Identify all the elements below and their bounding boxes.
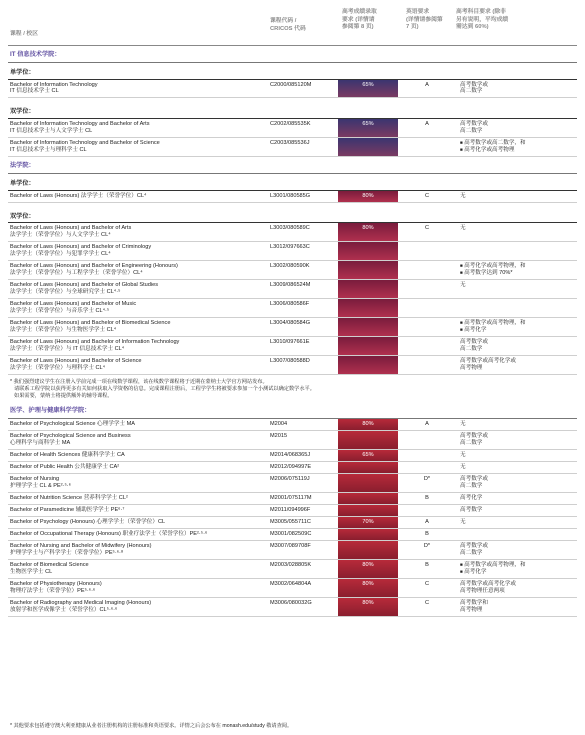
- course-code: L3003/080589C: [270, 225, 310, 232]
- subject-cell: [456, 337, 577, 355]
- course-name-line: Bachelor of Laws (Honours) and Bachelor of Biomedical Science: [10, 320, 171, 327]
- atar-cell: [338, 191, 398, 202]
- course-name-line: Bachelor of Biomedical Science: [10, 561, 89, 568]
- subject-line: 高二数学: [460, 439, 483, 446]
- subject-cell: [456, 431, 577, 449]
- table-row: [8, 431, 577, 450]
- course-cell: [8, 560, 266, 578]
- subject-line: ■ 高考数学达到 70%*: [460, 270, 573, 277]
- course-cell: [8, 138, 266, 156]
- subject-cell: [456, 80, 577, 98]
- atar-value: 65%: [362, 81, 374, 88]
- table-row: [8, 119, 577, 138]
- course-code: M3006/080032G: [270, 599, 312, 606]
- subject-line: ■ 高考数学或高考物理，和: [460, 562, 573, 569]
- atar-cell: [338, 450, 398, 461]
- atar-cell: [338, 337, 398, 355]
- course-cell: [8, 517, 266, 528]
- subject-line: 高考数学或: [460, 542, 488, 549]
- course-name-line: Bachelor of Laws (Honours) and Bachelor of Criminology: [10, 244, 152, 251]
- course-name-line: Bachelor of Laws (Honours) and Bachelor of Music: [10, 301, 137, 308]
- subject-line: 无: [460, 463, 466, 470]
- subject-line: 高考数学或高考化学或: [460, 580, 516, 587]
- english-requirement: [398, 138, 456, 156]
- course-code: M2003/028805K: [270, 561, 312, 568]
- course-code: M2001/075117M: [270, 494, 312, 501]
- english-requirement: D*: [423, 475, 431, 482]
- subject-cell: [456, 560, 577, 578]
- english-requirement: C: [424, 580, 430, 587]
- subject-cell: [456, 462, 577, 473]
- table-row: [8, 80, 577, 99]
- table-row: [8, 261, 577, 280]
- course-name-line: Bachelor of Health Sciences 健康科学学士 CA: [10, 451, 125, 458]
- subject-line: 高考物理任意两项: [460, 587, 505, 594]
- english-requirement: [398, 356, 456, 374]
- course-name-line: Bachelor of Laws (Honours) and Bachelor of Global Studies: [10, 282, 159, 289]
- english-requirement: [398, 280, 456, 298]
- atar-value: 65%: [362, 451, 374, 458]
- course-cell: [8, 356, 266, 374]
- course-name-line: Bachelor of Laws (Honours) and Bachelor of Science: [10, 358, 142, 365]
- course-cell: [8, 431, 266, 449]
- subject-line: 无: [460, 225, 466, 232]
- note-line: 请联系工程学院以获得更多有关如何获取入学资格的信息。完成课程注册后，工程学学生将被要求参加一个小测试以确定数学水平。: [14, 386, 315, 393]
- subject-line: 无: [460, 518, 466, 525]
- atar-cell: [338, 356, 398, 374]
- atar-cell: [338, 299, 398, 317]
- atar-cell: [338, 419, 398, 430]
- course-name-line: 护理学学士与产科学学士（荣誉学位）PE⁵·⁶·⁸: [10, 549, 124, 556]
- atar-cell: [338, 493, 398, 504]
- table-header: [8, 0, 577, 46]
- table-row: [8, 517, 577, 529]
- faculty-it-title: IT 信息技术学院：: [8, 46, 577, 63]
- course-name-line: Bachelor of Psychology (Honours) 心理学学士（荣誉学位）CL: [10, 518, 166, 525]
- subject-line: 高考物理: [460, 365, 483, 372]
- subject-line: ■ 高考化学或高考物理: [460, 147, 573, 154]
- course-name-line: Bachelor of Nursing and Bachelor of Midwifery (Honours): [10, 542, 152, 549]
- course-code: L3007/080588D: [270, 358, 310, 365]
- course-cell: [8, 280, 266, 298]
- subject-cell: [456, 356, 577, 374]
- subject-cell: [456, 299, 577, 317]
- atar-cell: [338, 223, 398, 241]
- note-line: 如果需要，蒙纳士将提供额外的辅导课程。: [14, 393, 113, 400]
- subject-cell: [456, 242, 577, 260]
- faculty-law-title: 法学院：: [8, 157, 577, 174]
- english-requirement: [398, 462, 456, 473]
- course-code: M2012/094997E: [270, 463, 312, 470]
- subject-line: 无: [460, 282, 466, 289]
- note-line: * 我们强烈建议学生在注册入学前完成一项在线数学课程，该在线数学课程将于近期在蒙纳士大学官方网站发布。: [10, 379, 268, 386]
- it-double-label: 双学位：: [8, 102, 577, 119]
- subject-line: 高二数学: [460, 346, 483, 353]
- table-row: [8, 598, 577, 617]
- atar-cell: [338, 138, 398, 156]
- course-code: L3012/097663C: [270, 244, 310, 251]
- english-requirement: [398, 261, 456, 279]
- atar-cell: [338, 474, 398, 492]
- course-cell: [8, 541, 266, 559]
- course-cell: [8, 80, 266, 98]
- course-code: L3010/097661E: [270, 339, 310, 346]
- atar-value: 80%: [362, 580, 374, 587]
- course-cell: [8, 223, 266, 241]
- footnote: * 其他要求包括遵守澳大利亚健康从业者注册机构的注册标准和英语要求。详情之后会公布在 monash.edu/study 敬请查阅。: [10, 723, 293, 729]
- subject-cell: [456, 191, 577, 202]
- course-name-line: Bachelor of Laws (Honours) and Bachelor of Engineering (Honours): [10, 263, 178, 270]
- subject-line: 无: [460, 420, 466, 427]
- atar-cell: [338, 579, 398, 597]
- course-name-line: Bachelor of Occupational Therapy (Honours) 职业疗法学士（荣誉学位）PE²·⁵·⁶: [10, 530, 208, 537]
- law-notes: [8, 375, 577, 402]
- table-body: [8, 46, 577, 617]
- course-name-line: Bachelor of Physiotherapy (Honours): [10, 580, 102, 587]
- header-code: 课程代码 / CRICOS 代码: [270, 18, 306, 32]
- course-cell: [8, 242, 266, 260]
- course-code: L3009/086524M: [270, 282, 311, 289]
- english-requirement: A: [425, 81, 429, 88]
- subject-cell: [456, 474, 577, 492]
- course-cell: [8, 450, 266, 461]
- atar-value: 80%: [362, 599, 374, 606]
- course-name-line: Bachelor of Paramedicine 辅助医学学士 PE⁶·⁷: [10, 506, 125, 513]
- course-name-line: 护理学学士 CL & PE²·⁵·⁶: [10, 482, 71, 489]
- atar-cell: [338, 598, 398, 616]
- course-code: C2002/085535K: [270, 121, 311, 128]
- subject-cell: [456, 579, 577, 597]
- course-code: M2011/094996F: [270, 506, 311, 513]
- table-row: [8, 529, 577, 541]
- it-single-label: 单学位：: [8, 63, 577, 80]
- atar-value: 70%: [362, 518, 374, 525]
- subject-line: ■ 高考化学: [460, 327, 573, 334]
- subject-cell: [456, 505, 577, 516]
- subject-cell: [456, 541, 577, 559]
- english-requirement: A: [425, 518, 429, 525]
- english-requirement: B: [425, 530, 429, 537]
- atar-cell: [338, 517, 398, 528]
- english-requirement: B: [425, 494, 429, 501]
- course-cell: [8, 505, 266, 516]
- course-name-line: IT 信息技术学士 CL: [10, 88, 59, 95]
- subject-line: 高考数学和: [460, 599, 488, 606]
- table-row: [8, 541, 577, 560]
- table-row: [8, 138, 577, 157]
- course-code: M2004: [270, 420, 288, 427]
- subject-line: 高考数学或高考化学或: [460, 358, 516, 365]
- subject-cell: [456, 419, 577, 430]
- course-name-line: 物理疗法学士（荣誉学位）PE⁵·⁶·⁶: [10, 587, 96, 594]
- course-name-line: 法学学士（荣誉学位）与生物医学学士 CL⁴: [10, 327, 117, 334]
- course-code: M3005/055711C: [270, 518, 311, 525]
- course-name-line: 法学学士（荣誉学位）与音乐学士 CL⁴·⁵: [10, 308, 110, 315]
- law-double-label: 双学位：: [8, 207, 577, 224]
- header-atar: 高考成绩录取 要求 (详情请 参阅第 8 页): [342, 9, 377, 31]
- english-requirement: [398, 431, 456, 449]
- atar-cell: [338, 431, 398, 449]
- course-cell: [8, 493, 266, 504]
- course-name-line: Bachelor of Psychological Science 心理学学士 MA: [10, 420, 135, 427]
- subject-line: 高考数学或: [460, 81, 488, 88]
- course-name-line: IT 信息技术学士与人文学学士 CL: [10, 128, 93, 135]
- table-row: [8, 191, 577, 203]
- english-requirement: C: [424, 192, 430, 199]
- subject-cell: [456, 223, 577, 241]
- atar-cell: [338, 80, 398, 98]
- course-name-line: Bachelor of Laws (Honours) and Bachelor of Information Technology: [10, 339, 180, 346]
- subject-cell: [456, 529, 577, 540]
- atar-cell: [338, 462, 398, 473]
- course-code: L3002/080590K: [270, 263, 310, 270]
- subject-line: 无: [460, 192, 466, 199]
- course-cell: [8, 261, 266, 279]
- course-name-line: Bachelor of Nursing: [10, 475, 60, 482]
- course-code: M2014/068365J: [270, 451, 311, 458]
- table-row: [8, 242, 577, 261]
- header-subjects: 高考科目要求 (除非 另有说明，平均成绩 需达到 60%): [456, 9, 509, 31]
- english-requirement: C: [424, 225, 430, 232]
- table-row: [8, 280, 577, 299]
- atar-cell: [338, 529, 398, 540]
- course-name-line: 法学学士（荣誉学位）与人文学学士 CL⁴: [10, 232, 111, 239]
- atar-cell: [338, 119, 398, 137]
- course-cell: [8, 299, 266, 317]
- table-row: [8, 450, 577, 462]
- course-code: L3001/080585G: [270, 192, 311, 199]
- atar-value: 80%: [362, 561, 374, 568]
- atar-cell: [338, 318, 398, 336]
- subject-cell: [456, 493, 577, 504]
- english-requirement: [398, 299, 456, 317]
- atar-value: 80%: [362, 420, 374, 427]
- course-name-line: Bachelor of Psychological Science and Business: [10, 432, 131, 439]
- atar-cell: [338, 280, 398, 298]
- course-name-line: 法学学士（荣誉学位）与犯罪学学士 CL⁴: [10, 251, 111, 258]
- subject-line: 高考数学或: [460, 339, 488, 346]
- course-name-line: Bachelor of Radiography and Medical Imaging (Honours): [10, 599, 152, 606]
- subject-line: 高考数学或: [460, 432, 488, 439]
- english-requirement: [398, 505, 456, 516]
- subject-line: 高考数学或: [460, 475, 488, 482]
- course-name-line: 法学学士（荣誉学位）与理科学士 CL⁴: [10, 365, 106, 372]
- subject-line: 高二数学: [460, 128, 483, 135]
- course-code: C2003/085536J: [270, 140, 310, 147]
- course-name-line: Bachelor of Public Health 公共健康学士 CA²: [10, 463, 120, 470]
- course-cell: [8, 318, 266, 336]
- subject-line: 高考物理: [460, 606, 483, 613]
- course-name-line: 法学学士（荣誉学位）与全球研究学士 CL⁴·⁵: [10, 289, 121, 296]
- course-cell: [8, 191, 266, 202]
- atar-cell: [338, 261, 398, 279]
- atar-value: 80%: [362, 225, 374, 232]
- subject-line: ■ 高考化学或高考物理，和: [460, 263, 573, 270]
- course-name-line: 心理科学与商科学士 MA: [10, 439, 71, 446]
- english-requirement: [398, 242, 456, 260]
- course-cell: [8, 419, 266, 430]
- english-requirement: [398, 318, 456, 336]
- table-row: [8, 560, 577, 579]
- table-row: [8, 299, 577, 318]
- course-cell: [8, 474, 266, 492]
- subject-cell: [456, 119, 577, 137]
- course-name-line: Bachelor of Information Technology and Bachelor of Arts: [10, 121, 150, 128]
- law-single-label: 单学位：: [8, 174, 577, 191]
- table-row: [8, 505, 577, 517]
- course-code: M2015: [270, 432, 288, 439]
- english-requirement: B: [425, 561, 429, 568]
- english-requirement: A: [425, 420, 429, 427]
- table-row: [8, 474, 577, 493]
- faculty-med-title: 医学、护理与健康科学学院：: [8, 402, 577, 419]
- course-name-line: Bachelor of Laws (Honours) and Bachelor of Arts: [10, 225, 132, 232]
- course-name-line: 放射学和医学成像学士（荣誉学位）CL⁵·⁶·⁶: [10, 606, 118, 613]
- course-cell: [8, 462, 266, 473]
- subject-line: 高考数学或: [460, 121, 488, 128]
- atar-cell: [338, 242, 398, 260]
- subject-line: ■ 高考数学或高考物理，和: [460, 320, 573, 327]
- header-course: 课程 / 校区: [10, 31, 39, 37]
- subject-line: ■ 高考数学或高二数学，和: [460, 140, 573, 147]
- atar-value: 65%: [362, 121, 374, 128]
- english-requirement: D*: [423, 542, 431, 549]
- subject-line: 高考化学: [460, 494, 483, 501]
- table-row: [8, 419, 577, 431]
- course-code: M3007/089708F: [270, 542, 311, 549]
- course-cell: [8, 529, 266, 540]
- atar-cell: [338, 505, 398, 516]
- subject-cell: [456, 598, 577, 616]
- subject-cell: [456, 517, 577, 528]
- course-name-line: 生物医学学士 CL: [10, 568, 53, 575]
- course-name-line: Bachelor of Information Technology and Bachelor of Science: [10, 140, 160, 147]
- course-cell: [8, 579, 266, 597]
- atar-cell: [338, 560, 398, 578]
- course-cell: [8, 119, 266, 137]
- english-requirement: A: [425, 121, 429, 128]
- course-name-line: IT 信息技术学士与理科学士 CL: [10, 147, 87, 154]
- course-name-line: Bachelor of Laws (Honours) 法学学士（荣誉学位）CL⁴: [10, 192, 147, 199]
- atar-cell: [338, 541, 398, 559]
- subject-cell: [456, 261, 577, 279]
- english-requirement: C: [424, 599, 430, 606]
- course-code: L3006/080586F: [270, 301, 310, 308]
- course-code: M3001/082509C: [270, 530, 312, 537]
- subject-line: 高二数学: [460, 549, 483, 556]
- english-requirement: [398, 450, 456, 461]
- subject-line: 高考数学: [460, 506, 483, 513]
- course-name-line: Bachelor of Information Technology: [10, 81, 98, 88]
- course-cell: [8, 337, 266, 355]
- course-code: C2000/085120M: [270, 81, 312, 88]
- table-row: [8, 493, 577, 505]
- subject-cell: [456, 450, 577, 461]
- course-name-line: Bachelor of Nutrition Science 营养科学学士 CL²: [10, 494, 128, 501]
- table-row: [8, 223, 577, 242]
- subject-line: 高二数学: [460, 88, 483, 95]
- course-code: M3002/064804A: [270, 580, 312, 587]
- course-code: L3004/080584G: [270, 320, 311, 327]
- table-row: [8, 462, 577, 474]
- course-name-line: 法学学士（荣誉学位）与工程学学士（荣誉学位）CL⁴: [10, 270, 143, 277]
- table-row: [8, 579, 577, 598]
- subject-line: ■ 高考化学: [460, 569, 573, 576]
- subject-cell: [456, 318, 577, 336]
- course-name-line: 法学学士（荣誉学位）与 IT 信息技术学士 CL⁴: [10, 346, 125, 353]
- subject-line: 无: [460, 451, 466, 458]
- subject-line: 高二数学: [460, 482, 483, 489]
- table-row: [8, 318, 577, 337]
- table-row: [8, 337, 577, 356]
- subject-cell: [456, 280, 577, 298]
- course-cell: [8, 598, 266, 616]
- subject-cell: [456, 138, 577, 156]
- course-code: M2006/075119J: [270, 475, 310, 482]
- english-requirement: [398, 337, 456, 355]
- header-english: 英语要求 (详情请参阅第 7 页): [406, 9, 443, 31]
- atar-value: 80%: [362, 192, 374, 199]
- table-row: [8, 356, 577, 375]
